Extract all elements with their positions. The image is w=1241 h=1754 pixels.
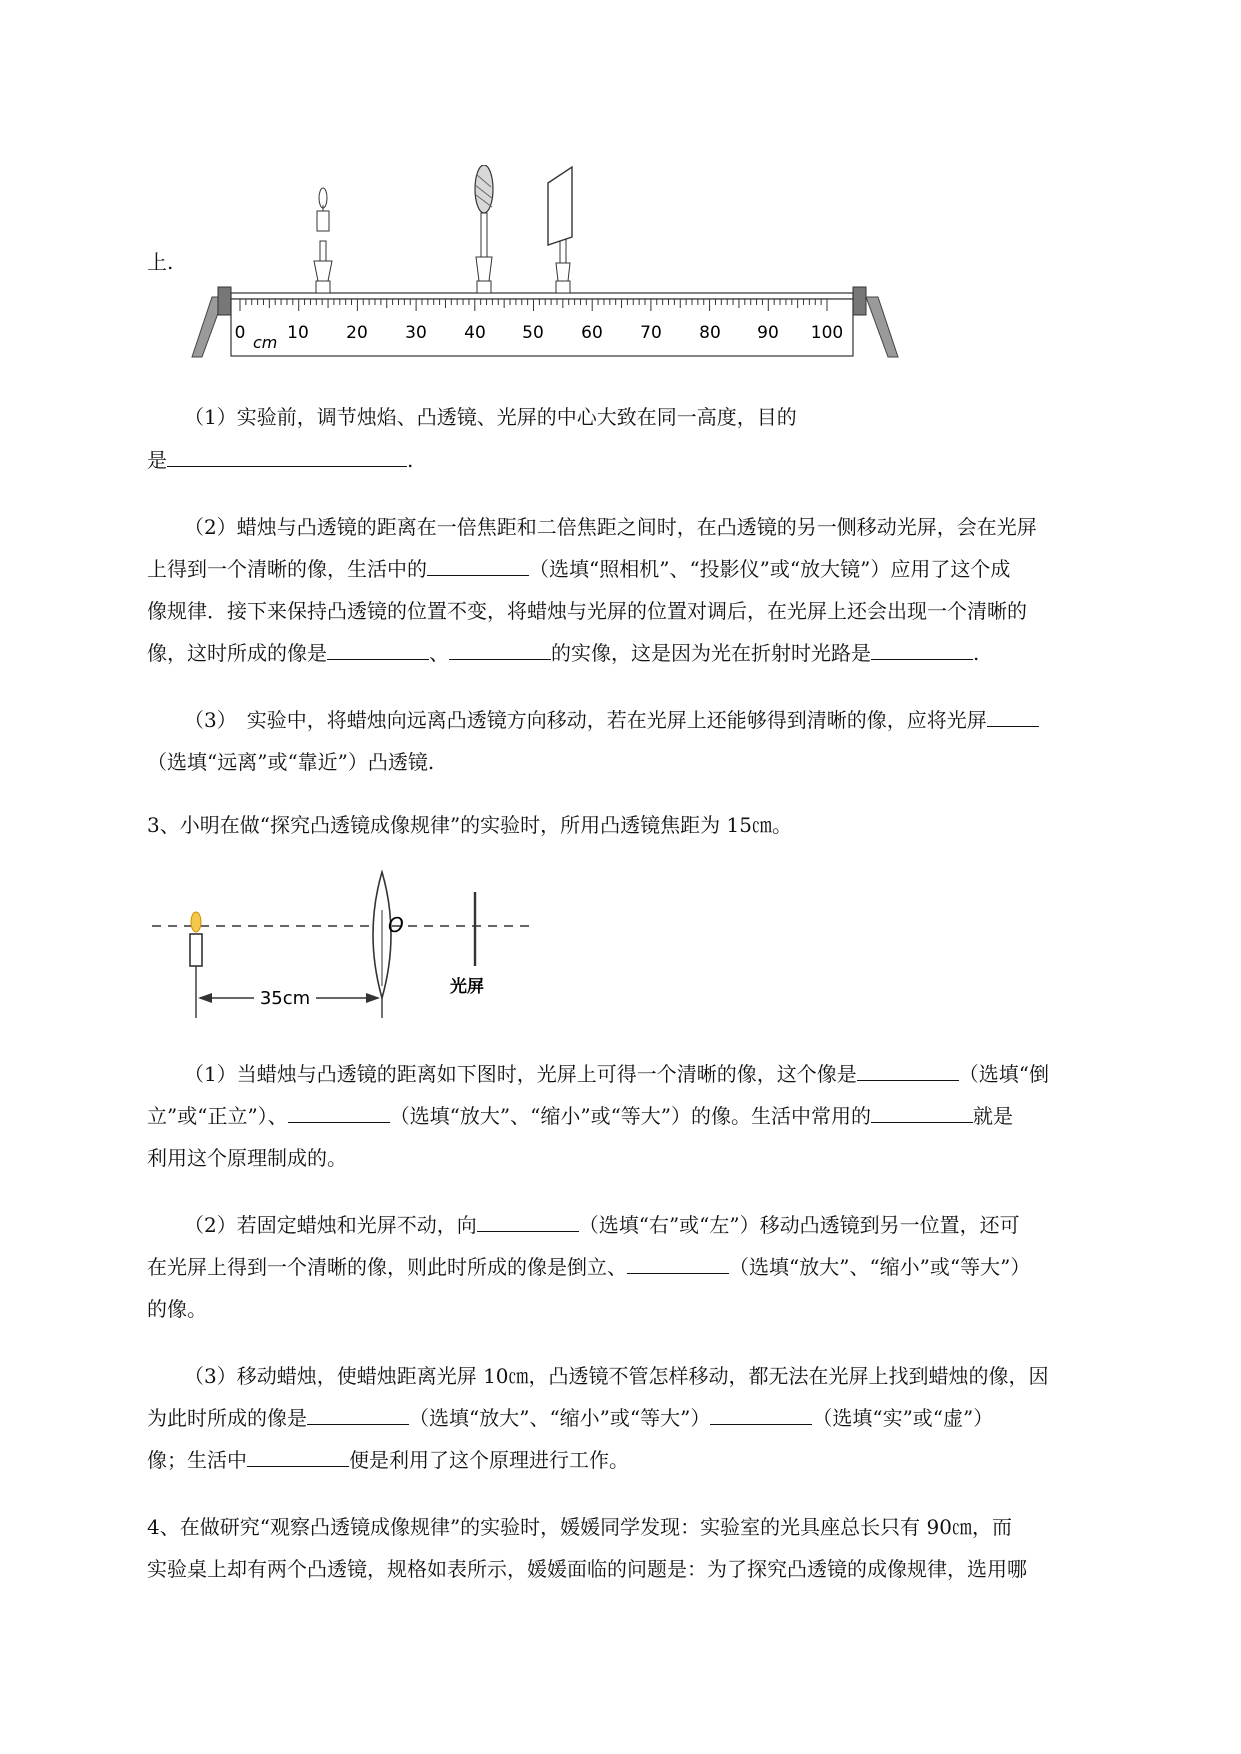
bench-tick-label: 20: [346, 323, 368, 343]
answer-blank[interactable]: [857, 1062, 959, 1081]
q2-part2-line4: 像，这时所成的像是 、 的实像，这是因为光在折射时光路是 .: [147, 641, 980, 665]
q2-part1-line2: 是 .: [147, 448, 414, 472]
answer-blank[interactable]: [477, 1213, 579, 1232]
q3-part1-line1: （1）当蜡烛与凸透镜的距离如下图时，光屏上可得一个清晰的像，这个像是 （选填“倒: [184, 1062, 1049, 1086]
bench-right-end: [853, 287, 866, 315]
bench-right-leg: [866, 297, 898, 357]
q2-part2-line1: （2）蜡烛与凸透镜的距离在一倍焦距和二倍焦距之间时，在凸透镜的另一侧移动光屏，会在光屏: [184, 515, 1037, 539]
answer-blank[interactable]: [627, 1255, 729, 1274]
optical-bench-figure: [190, 165, 900, 365]
q3-part1-line2: 立”或“正立”）、 （选填“放大”、“缩小”或“等大”）的像。生活中常用的 就是: [147, 1104, 1014, 1128]
answer-blank[interactable]: [449, 641, 551, 660]
screen-label: 光屏: [450, 977, 484, 997]
answer-blank[interactable]: [871, 1104, 973, 1123]
bench-tick-label: 0: [234, 323, 246, 343]
bench-unit-label: cm: [253, 333, 278, 352]
bench-tick-label: 100: [810, 323, 844, 343]
q4-line1: 4、在做研究“观察凸透镜成像规律”的实验时，媛媛同学发现：实验室的光具座总长只有 90㎝，而: [147, 1515, 1012, 1539]
q2-intro-tail: 上.: [147, 250, 174, 274]
distance-label: 35cm: [259, 988, 311, 1009]
q2-part3-line1: （3） 实验中，将蜡烛向远离凸透镜方向移动，若在光屏上还能够得到清晰的像，应将光屏: [184, 708, 1039, 732]
bench-tick-label: 90: [757, 323, 779, 343]
q3-title: 3、小明在做“探究凸透镜成像规律”的实验时，所用凸透镜焦距为 15㎝。: [147, 813, 792, 837]
answer-blank[interactable]: [167, 448, 407, 467]
q3-part3-line3: 像；生活中 便是利用了这个原理进行工作。: [147, 1448, 629, 1472]
bench-left-end: [218, 287, 231, 315]
q2-part2-line3: 像规律．接下来保持凸透镜的位置不变，将蜡烛与光屏的位置对调后，在光屏上还会出现一个清晰的: [147, 599, 1027, 623]
bench-tick-label: 10: [287, 323, 309, 343]
answer-blank[interactable]: [871, 641, 973, 660]
q2-part3-line2: （选填“远离”或“靠近”）凸透镜.: [147, 750, 435, 774]
q2-part1-line1: （1）实验前，调节烛焰、凸透镜、光屏的中心大致在同一高度，目的: [184, 405, 797, 429]
answer-blank[interactable]: [710, 1406, 812, 1425]
candle-holder: [314, 188, 332, 293]
answer-blank[interactable]: [247, 1448, 349, 1467]
bench-tick-label: 70: [640, 323, 662, 343]
answer-blank[interactable]: [987, 708, 1039, 727]
lens-holder: [475, 165, 493, 293]
screen-holder: [548, 167, 572, 293]
bench-rail: [231, 293, 853, 299]
answer-blank[interactable]: [327, 641, 429, 660]
q3-part1-line3: 利用这个原理制成的。: [147, 1146, 347, 1170]
q3-part2-line2: 在光屏上得到一个清晰的像，则此时所成的像是倒立、 （选填“放大”、“缩小”或“等大”）: [147, 1255, 1031, 1279]
bench-tick-label: 60: [581, 323, 603, 343]
q3-part2-line1: （2）若固定蜡烛和光屏不动，向 （选填“右”或“左”）移动凸透镜到另一位置，还可: [184, 1213, 1020, 1237]
bench-tick-label: 30: [405, 323, 427, 343]
answer-blank[interactable]: [427, 557, 529, 576]
answer-blank[interactable]: [307, 1406, 409, 1425]
bench-tick-label: 40: [464, 323, 486, 343]
q4-line2: 实验桌上却有两个凸透镜，规格如表所示，媛媛面临的问题是：为了探究凸透镜的成像规律，选用哪: [147, 1557, 1027, 1581]
q3-part2-line3: 的像。: [147, 1297, 207, 1321]
answer-blank[interactable]: [288, 1104, 390, 1123]
q3-part3-line2: 为此时所成的像是 （选填“放大”、“缩小”或“等大”） （选填“实”或“虚”）: [147, 1406, 994, 1430]
light-screen: [548, 167, 572, 245]
q2-part2-line2: 上得到一个清晰的像，生活中的 （选填“照相机”、“投影仪”或“放大镜”）应用了这个成: [147, 557, 1011, 581]
lens-setup-figure: [150, 870, 540, 1020]
candle: [190, 934, 202, 966]
lens-center-label: O: [388, 913, 404, 937]
bench-tick-label: 50: [522, 323, 544, 343]
bench-tick-label: 80: [699, 323, 721, 343]
q3-part3-line1: （3）移动蜡烛，使蜡烛距离光屏 10㎝，凸透镜不管怎样移动，都无法在光屏上找到蜡烛的像，因: [184, 1364, 1049, 1388]
candle-flame: [191, 912, 201, 932]
